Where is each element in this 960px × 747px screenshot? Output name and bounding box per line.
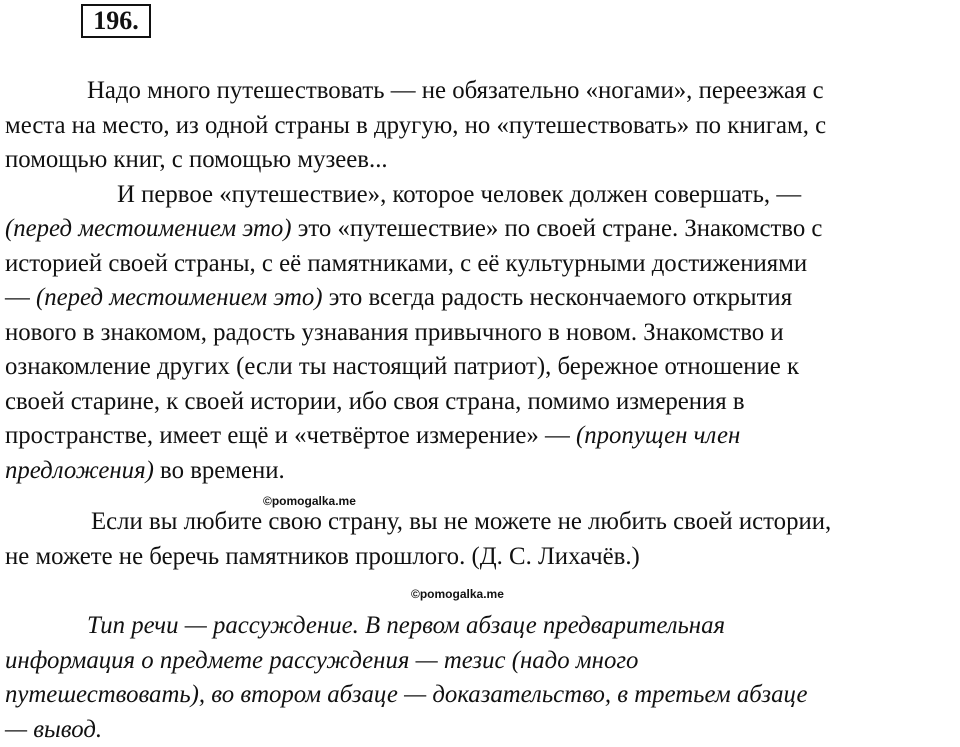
analysis-block [5, 609, 960, 747]
text-line [5, 212, 960, 247]
text-line: ознакомление других (если ты настоящий патриот), бережное отношение к [5, 350, 960, 385]
grammar-note: (перед местоимением это) [36, 284, 323, 311]
text-fragment: во времени. [154, 457, 285, 484]
grammar-note: (пропущен член [576, 422, 740, 449]
text-line: путешествовать), во втором абзаце — доказательство, в третьем абзаце [5, 678, 960, 713]
exercise-number: 196. [81, 4, 151, 38]
text-fragment: — [5, 284, 36, 311]
grammar-note: предложения) [5, 457, 154, 484]
text-line: информация о предмете рассуждения — тезис (надо много [5, 644, 960, 679]
text-line [5, 419, 960, 454]
text-line: места на место, из одной страны в другую, но «путешествовать» по книгам, с [5, 109, 960, 144]
paragraph-2 [5, 178, 960, 489]
watermark: ©pomogalka.me [411, 587, 504, 601]
text-line: Если вы любите свою страну, вы не можете не любить своей истории, [5, 505, 960, 540]
text-line: помощью книг, с помощью музеев... [5, 143, 960, 178]
watermark: ©pomogalka.me [263, 494, 356, 508]
grammar-note: (перед местоимением это) [5, 215, 292, 242]
text-line: И первое «путешествие», которое человек должен совершать, — [5, 178, 960, 213]
text-line: нового в знакомом, радость узнавания привычного в новом. Знакомство и [5, 316, 960, 351]
paragraph-1 [5, 74, 960, 178]
text-line: — вывод. [5, 713, 960, 747]
text-fragment: это «путешествие» по своей стране. Знакомство с [292, 215, 823, 242]
text-line: Надо много путешествовать — не обязательно «ногами», переезжая с [5, 74, 960, 109]
text-line: Тип речи — рассуждение. В первом абзаце предварительная [5, 609, 960, 644]
text-line [5, 454, 960, 489]
paragraph-3 [5, 505, 960, 574]
text-line: не можете не беречь памятников прошлого. (Д. С. Лихачёв.) [5, 540, 960, 575]
text-line [5, 281, 960, 316]
text-fragment: это всегда радость нескончаемого открытия [323, 284, 793, 311]
text-line: своей старине, к своей истории, ибо своя страна, помимо измерения в [5, 385, 960, 420]
text-fragment: пространстве, имеет ещё и «четвёртое измерение» — [5, 422, 576, 449]
text-line: историей своей страны, с её памятниками, с её культурными достижениями [5, 247, 960, 282]
